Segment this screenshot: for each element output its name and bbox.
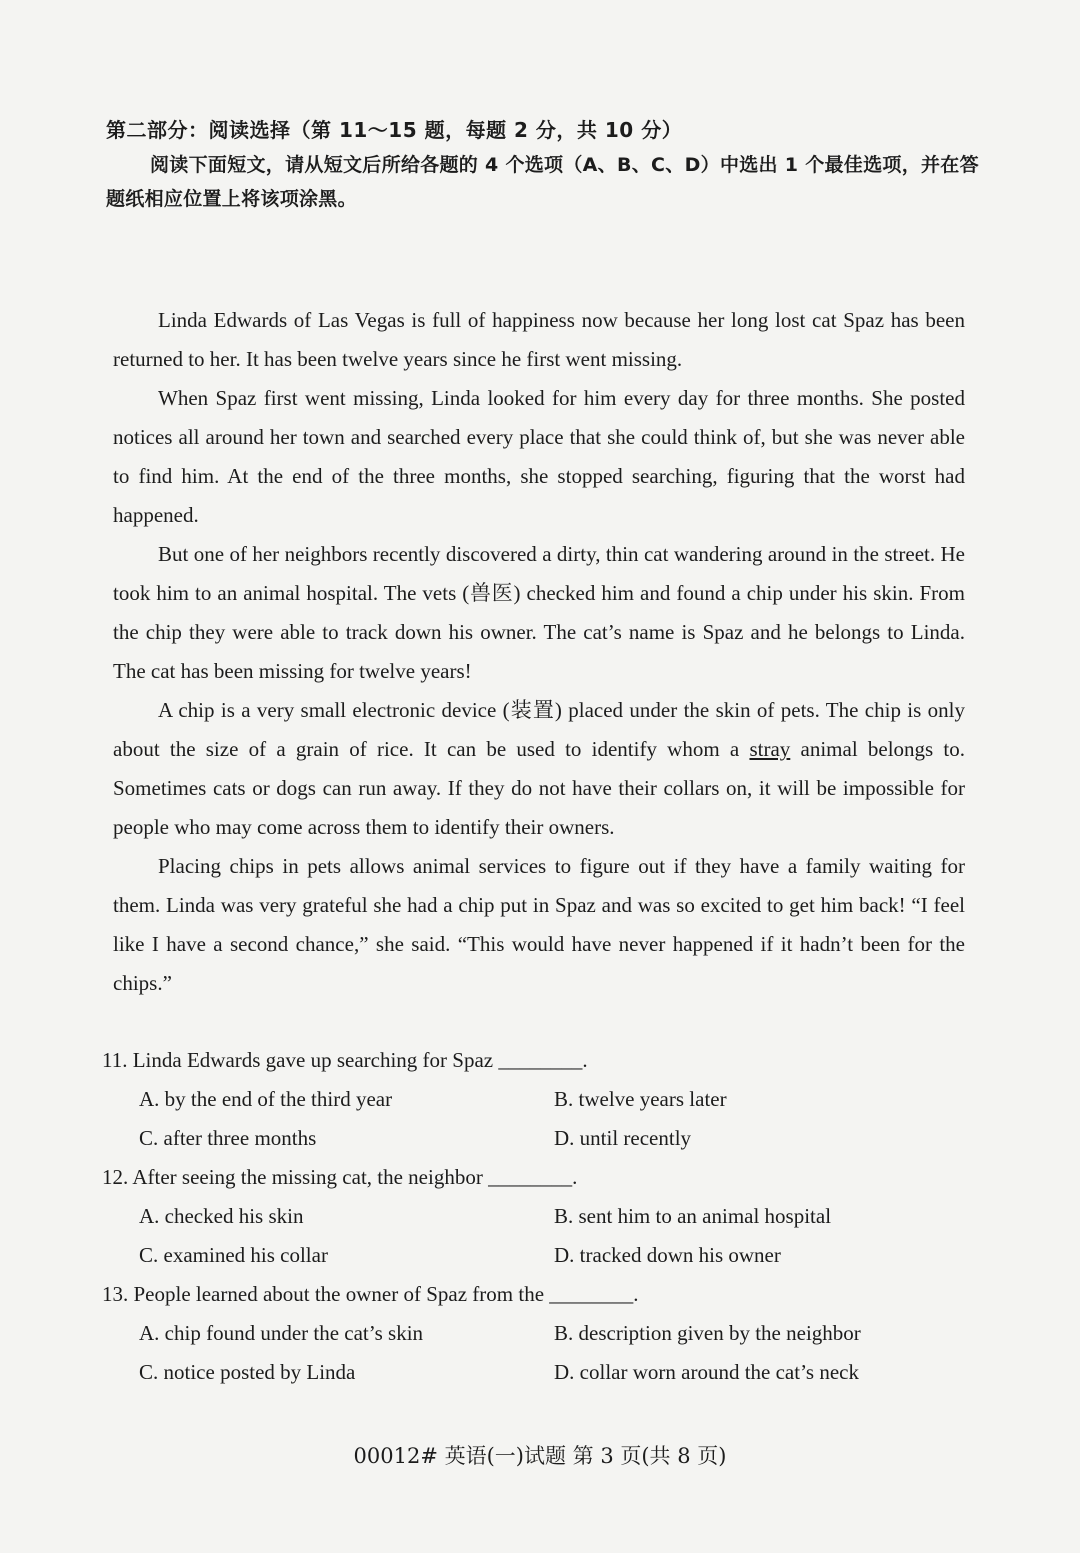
reading-passage (113, 301, 965, 1003)
passage-paragraph-2: When Spaz first went missing, Linda looked for him every day for three months. She posted notices all around her town and searched every place that she could think of, but she was never able to find him. At the end of the three months, she stopped searching, figuring that the worst had happened. (113, 386, 965, 527)
passage-paragraph-3: But one of her neighbors recently discovered a dirty, thin cat wandering around in the street. He took him to an animal hospital. The vets (兽医) checked him and found a chip under his skin. From the chip they were able to track down his owner. The cat’s name is Spaz and he belongs to Linda. The cat has been missing for twelve years! (113, 542, 965, 683)
option-d: D. collar worn around the cat’s neck (554, 1360, 859, 1384)
option-a: A. chip found under the cat’s skin (139, 1321, 424, 1345)
p4-text-after: animal belongs to. Sometimes cats or dogs can run away. If they do not have their collars on, it will be impossible for people who may come across them to identify their owners. (113, 737, 966, 839)
options (139, 1080, 982, 1158)
question-stem: 13. People learned about the owner of Spaz from the ________. (102, 1282, 639, 1306)
passage-paragraph-4 (113, 691, 965, 847)
option-d: D. until recently (554, 1126, 692, 1150)
section-title: 第二部分：阅读选择（第 11～15 题，每题 2 分，共 10 分） (106, 118, 683, 142)
question-13 (102, 1275, 982, 1392)
question-stem: 12. After seeing the missing cat, the neighbor ________. (102, 1165, 578, 1189)
question-12 (102, 1158, 982, 1275)
instructions: 阅读下面短文，请从短文后所给各题的 4 个选项（A、B、C、D）中选出 1 个最佳选项，并在答题纸相应位置上将该项涂黑。 (106, 154, 979, 210)
question-11 (102, 1041, 982, 1158)
underlined-word: stray (749, 737, 791, 761)
option-b: B. sent him to an animal hospital (554, 1204, 832, 1228)
option-a: A. checked his skin (139, 1204, 304, 1228)
option-c: C. after three months (139, 1126, 317, 1150)
passage-paragraph-1: Linda Edwards of Las Vegas is full of happiness now because her long lost cat Spaz has been returned to her. It has been twelve years since he first went missing. (113, 308, 965, 371)
questions (102, 1041, 982, 1392)
option-b: B. description given by the neighbor (554, 1321, 861, 1345)
options (139, 1314, 982, 1392)
option-c: C. examined his collar (139, 1243, 328, 1267)
question-stem: 11. Linda Edwards gave up searching for Spaz ________. (102, 1048, 588, 1072)
option-c: C. notice posted by Linda (139, 1360, 356, 1384)
page-footer: 00012# 英语(一)试题 第 3 页(共 8 页) (353, 1444, 727, 1468)
option-b: B. twelve years later (554, 1087, 727, 1111)
options (139, 1197, 982, 1275)
p4-text-before: A chip is a very small electronic device (装置) placed under the skin of pets. The chip is only about the size of a grain of rice. It can be used to identify whom a (113, 698, 965, 761)
passage-paragraph-5: Placing chips in pets allows animal services to figure out if they have a family waiting for them. Linda was very grateful she had a chip put in Spaz and was so excited to get him back! “I feel like I have a second chance,” she said. “This would have never happened if it hadn’t been for the chips.” (113, 854, 965, 995)
option-a: A. by the end of the third year (139, 1087, 393, 1111)
option-d: D. tracked down his owner (554, 1243, 781, 1267)
